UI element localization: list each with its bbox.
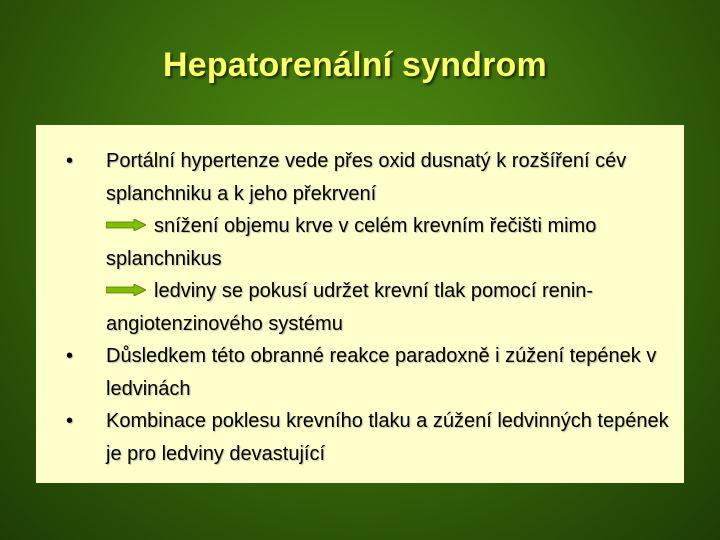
bullet-marker: • — [66, 150, 74, 172]
sub-item-1 — [66, 210, 676, 275]
sub-item-text: ledviny se pokusí udržet krevní tlak pomocí renin-angiotenzinového systému — [106, 280, 594, 335]
arrow-right-icon — [106, 284, 146, 296]
sub-item-2 — [66, 275, 676, 340]
bullet-text: Portální hypertenze vede přes oxid dusnatý k rozšíření cév splanchniku a k jeho překrvení — [106, 150, 627, 205]
sub-item-text: snížení objemu krve v celém krevním řečišti mimo splanchnikus — [106, 215, 597, 270]
content-panel — [36, 125, 684, 483]
bullet-text: Důsledkem této obranné reakce paradoxně i zúžení tepének v ledvinách — [106, 345, 657, 400]
bullet-marker: • — [66, 345, 74, 367]
slide-title: Hepatorenální syndrom — [163, 46, 547, 84]
bullet-marker: • — [66, 410, 74, 432]
bullet-item-2 — [66, 340, 676, 405]
bullet-text: Kombinace poklesu krevního tlaku a zúžení ledvinných tepének je pro ledviny devastující — [106, 410, 669, 465]
bullet-list — [66, 145, 676, 470]
bullet-item-3 — [66, 405, 676, 470]
arrow-right-icon — [106, 219, 146, 231]
bullet-item-1 — [66, 145, 676, 210]
